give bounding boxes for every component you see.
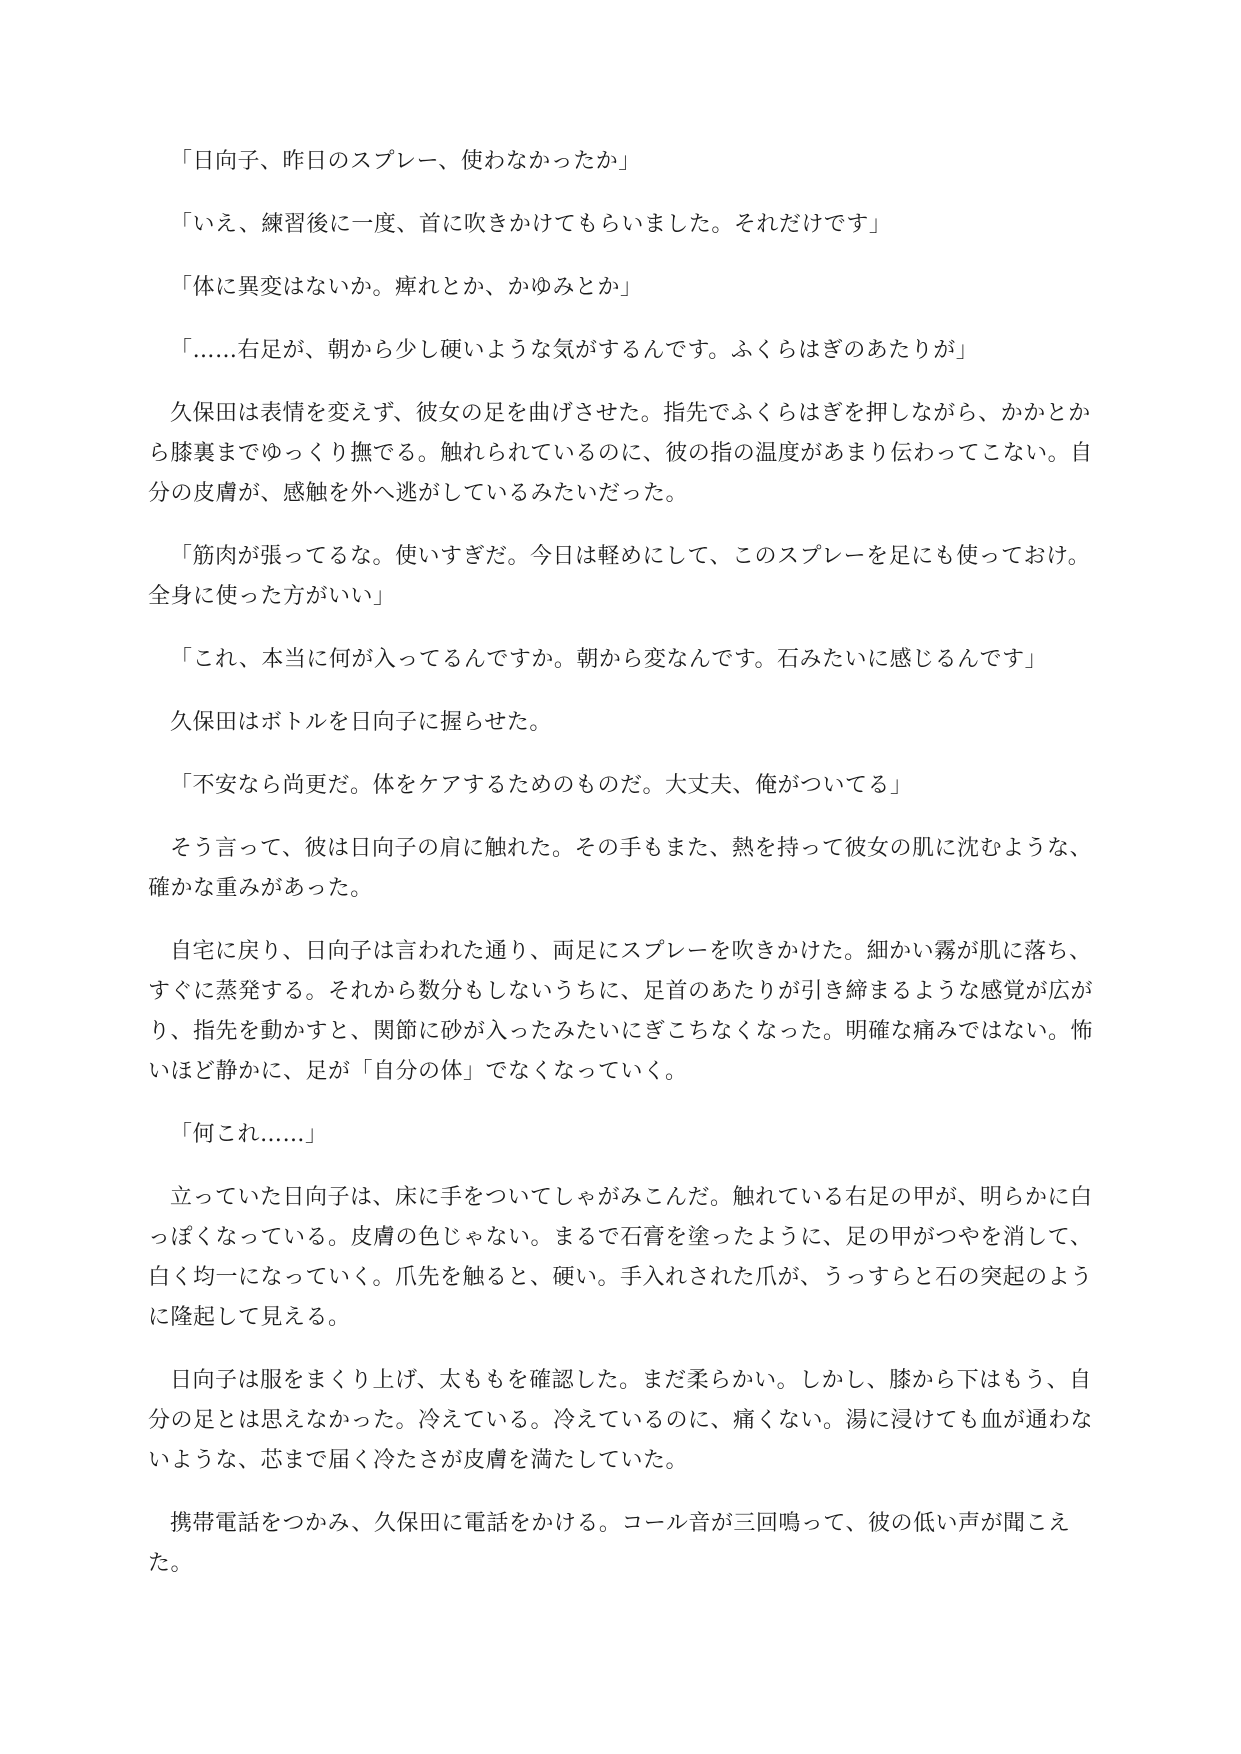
paragraph: 久保田はボトルを日向子に握らせた。 [170,710,552,735]
paragraph: 携帯電話をつかみ、久保田に電話をかける。コール音が三回鳴って、彼の低い声が聞こえた。 [148,1511,1071,1576]
paragraph: 久保田は表情を変えず、彼女の足を曲げさせた。指先でふくらはぎを押しながら、かかとから膝裏までゆっくり撫でる。触れられているのに、彼の指の温度があまり伝わってこない。自分の皮膚が、感触を外へ逃がしているみたいだった。 [148,401,1093,506]
body-text [148,142,1108,1607]
paragraph: 「筋肉が張ってるな。使いすぎだ。今日は軽めにして、このスプレーを足にも使っておけ。全身に使った方がいい」 [148,544,1091,609]
paragraph: 「……右足が、朝から少し硬いような気がするんです。ふくらはぎのあたりが」 [170,338,979,363]
paragraph: 「これ、本当に何が入ってるんですか。朝から変なんです。石みたいに感じるんです」 [170,647,1048,672]
paragraph: 「日向子、昨日のスプレー、使わなかったか」 [170,149,641,174]
paragraph: 「何これ……」 [170,1122,328,1147]
paragraph: 「体に異変はないか。痺れとか、かゆみとか」 [170,275,643,300]
paragraph: 「不安なら尚更だ。体をケアするためのものだ。大丈夫、俺がついてる」 [170,773,913,798]
paragraph: そう言って、彼は日向子の肩に触れた。その手もまた、熱を持って彼女の肌に沈むような、確かな重みがあった。 [148,836,1093,901]
paragraph: 自宅に戻り、日向子は言われた通り、両足にスプレーを吹きかけた。細かい霧が肌に落ち、すぐに蒸発する。それから数分もしないうちに、足首のあたりが引き締まるような感覚が広がり、指先を動かすと、関節に砂が入ったみたいにぎこちなくなった。明確な痛みではない。怖いほど静かに、足が「自分の体」でなくなっていく。 [148,939,1094,1084]
paragraph: 立っていた日向子は、床に手をついてしゃがみこんだ。触れている右足の甲が、明らかに白っぽくなっている。皮膚の色じゃない。まるで石膏を塗ったように、足の甲がつやを消して、白く均一になっていく。爪先を触ると、硬い。手入れされた爪が、うっすらと石の突起のように隆起して見える。 [148,1185,1093,1330]
paragraph: 日向子は服をまくり上げ、太ももを確認した。まだ柔らかい。しかし、膝から下はもう、自分の足とは思えなかった。冷えている。冷えているのに、痛くない。湯に浸けても血が通わないような、芯まで届く冷たさが皮膚を満たしていた。 [148,1368,1094,1473]
paragraph: 「いえ、練習後に一度、首に吹きかけてもらいました。それだけです」 [170,212,892,237]
